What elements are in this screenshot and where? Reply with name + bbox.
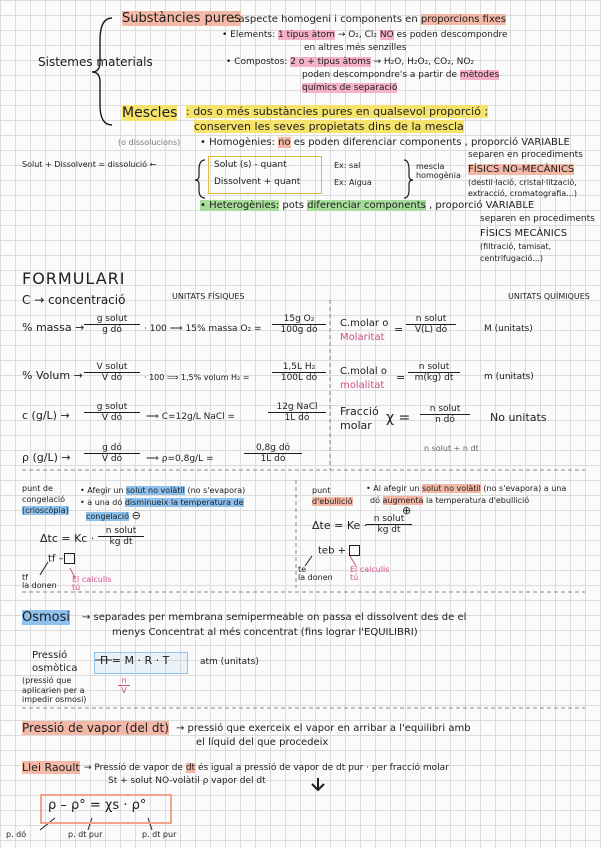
molaritat-label1: C.molar o: [340, 318, 389, 329]
elements-line: • Elements: 1 tipus àtom → O₂, Cl₂ NO es poden descompondre: [222, 30, 508, 40]
raoult-label: Llei Raoult: [22, 761, 80, 774]
solut-row: Solut (s) - quant: [214, 160, 287, 170]
volum-fraction: V solut V dó: [84, 362, 140, 383]
raoult-text1: → Pressió de vapor de dt és igual a pressió de vapor de dt pur · per fracció molar: [84, 763, 449, 773]
fraccio-unit: No unitats: [490, 411, 547, 424]
rho-label: ρ (g/L) →: [22, 451, 71, 464]
fisics-mecanics: FÍSICS MECÀNICS: [480, 228, 568, 239]
fisics-list2: extracció, cromatografia...): [468, 189, 577, 198]
ebu-box-note: El calculis tú: [350, 565, 390, 582]
fraccio-fraction: n solut n dó: [420, 404, 470, 425]
rho-example: $\frac{\text{0,8g dó}}{\text{1L dó}}$: [244, 443, 302, 464]
compostos-line2: poden descompondre's a partir de mètodes: [302, 70, 500, 80]
vapor-label: Pressió de vapor (del dt): [22, 721, 169, 735]
fisics-list1: (destil·lació, cristal·lització,: [468, 178, 577, 187]
cgl-label: c (g/L) →: [22, 409, 70, 422]
ebu-text2: dó augmenta la temperatura d'ebullició: [370, 496, 530, 505]
ebu-plus: ⊕: [402, 504, 412, 517]
cong-label1: punt de: [22, 484, 53, 493]
pressio-osmotica-1: Pressió: [32, 650, 68, 661]
ex-sal: Ex: sal: [334, 161, 361, 170]
sistemes-label: Sistemes materials: [38, 55, 153, 69]
ebu-fraction: n solut kg dt: [366, 514, 412, 535]
unitats-fisiques: UNITATS FÍSIQUES: [172, 292, 245, 301]
compostos-line3: químics de separació: [302, 83, 398, 93]
cgl-arrow: ⟹ C=12g/L NaCl =: [146, 412, 236, 422]
raoult-lab2: p. dt pur: [68, 830, 103, 839]
unitats-quimiques: UNITATS QUÍMIQUES: [508, 292, 590, 301]
cong-label2: congelació: [22, 495, 66, 504]
compostos-line: • Compostos: 2 o + tipus àtoms → H₂O, H₂O₂, CO₂, NO₂: [226, 57, 475, 67]
fisics-no-mecanics: FÍSICS NO-MECÀNICS: [468, 164, 575, 175]
cong-fraction: n solut kg dt: [98, 526, 144, 547]
cgl-fraction: g solut V dó: [84, 402, 140, 423]
ebu-note: te la donen: [298, 565, 333, 582]
molaritat-unit: M (unitats): [484, 324, 533, 334]
c-concentracio: C → concentració: [22, 293, 126, 307]
ex-aigua: Ex: Aigua: [334, 178, 372, 187]
substancies-desc: : aspecte homogeni i components en proporcions fixes: [232, 14, 506, 25]
molalitat-fraction: n solut m(kg) dt: [408, 362, 460, 383]
massa-label: % massa →: [22, 321, 85, 334]
vapor-text2: el líquid del que procedeix: [196, 737, 329, 748]
molalitat-eq: =: [396, 371, 406, 384]
fraccio-label1: Fracció: [340, 405, 379, 418]
cong-text1: • Afegir un solut no volàtil (no s'evapora): [80, 486, 246, 495]
separen-2: separen en procediments: [480, 214, 595, 224]
fraccio-sum: n solut + n dt: [424, 444, 479, 453]
molaritat-label2: Molaritat: [340, 332, 385, 343]
cong-text2: • a una dó disminueix la temperatura de: [80, 498, 244, 507]
raoult-lab1: p. dó: [6, 830, 27, 839]
volum-x100: · 100 ⟹ 1,5% volum H₂ =: [144, 373, 250, 382]
volum-example: $\frac{\text{1,5L H₂}}{\text{100L dó}}$: [272, 362, 326, 383]
molalitat-label1: C.molal o: [340, 366, 388, 377]
ebu-te: teb +: [318, 545, 360, 557]
cong-tf-note: tf la donen: [22, 573, 57, 590]
mescles-line1: : dos o més substàncies pures en qualsevol proporció ;: [186, 105, 489, 118]
osmosi-n-over-v: $\frac{n}{V}$: [118, 676, 130, 695]
rho-fraction: $\frac{\text{g dó}}{\text{V dó}}$: [84, 443, 140, 464]
solut-eq: Solut + Dissolvent = dissolució ←: [22, 160, 157, 169]
molalitat-label2: molalitat: [340, 380, 385, 391]
ebu-formula: Δte = Ke ·: [312, 519, 368, 532]
mec-list2: centrifugació...): [480, 254, 544, 263]
mescles-label: Mescles: [122, 105, 178, 121]
osmosi-text2: menys Concentrat al més concentrat (fins lograr l'EQUILIBRI): [112, 627, 418, 638]
osmosi-unit: atm (unitats): [200, 657, 259, 667]
osmosi-label: Osmosi: [22, 610, 71, 625]
ebu-label2: d'ebullició: [312, 497, 353, 506]
ebu-label1: punt: [312, 486, 331, 495]
pressio-osmotica-2: osmòtica: [32, 663, 78, 674]
cong-tf: tf –: [48, 553, 75, 565]
mescles-line2: conserven les seves propietats dins de la mescla: [194, 120, 464, 133]
formulari-title: FORMULARI: [22, 269, 126, 288]
volum-label: % Volum →: [22, 369, 83, 382]
cong-text3: congelació ⊖: [86, 509, 141, 522]
fraccio-chi: χ =: [386, 410, 411, 426]
molaritat-eq: =: [394, 323, 404, 336]
vapor-text1: → pressió que exerceix el vapor en arribar a l'equilibri amb: [176, 723, 471, 734]
massa-example: $\frac{\text{15g O₂}}{\text{100g dó}}$: [272, 314, 326, 335]
cong-box-note: El calculis tú: [72, 575, 112, 592]
massa-fraction: g solut g dó: [84, 314, 140, 335]
fraccio-label2: molar: [340, 419, 372, 432]
dissolvent-row: Dissolvent + quant: [214, 177, 301, 187]
molaritat-fraction: n solut V(L) dó: [406, 314, 456, 335]
mescla-homogenia: mescla homogènia: [416, 162, 461, 181]
homogenies-line: • Homogènies: no es poden diferenciar components , proporció VARIABLE: [200, 137, 570, 148]
substancies-label: Substàncies pures: [122, 11, 241, 26]
raoult-formula: ρ – ρ° = χs · ρ°: [48, 798, 147, 813]
osmosi-text1: → separades per membrana semipermeable on passa el dissolvent des de el: [82, 612, 467, 623]
cong-label3: (crioscòpia): [22, 506, 69, 515]
separen-1: separen en procediments: [468, 150, 583, 160]
cong-formula: Δtc = Kc ·: [40, 532, 95, 545]
heterogenies-line: • Heterogènies: pots diferenciar components , proporció VARIABLE: [200, 200, 535, 211]
raoult-lab3: p. dt pur: [142, 830, 177, 839]
osmosi-note: (pressió que aplicarien per a impedir osmosi): [22, 676, 87, 705]
cgl-example: 12g NaCl 1L dó: [268, 402, 326, 423]
massa-x100: · 100 ⟹ 15% massa O₂ =: [144, 324, 262, 334]
mec-list1: (filtració, tamisat,: [480, 242, 552, 251]
elements-line2: en altres més senzilles: [304, 43, 407, 53]
ebu-text1: • Al afegir un solut no volàtil (no s'evapora) a una: [366, 484, 567, 493]
rho-arrow: ⟹ ρ=0,8g/L =: [146, 454, 214, 464]
molalitat-unit: m (unitats): [484, 372, 534, 382]
osmosi-formula: Π = M · R · T: [100, 654, 170, 667]
dissolucio-note: (o dissolucions): [118, 138, 181, 147]
raoult-text3: St + solut NO-volàtil ρ vapor del dt: [108, 776, 266, 786]
